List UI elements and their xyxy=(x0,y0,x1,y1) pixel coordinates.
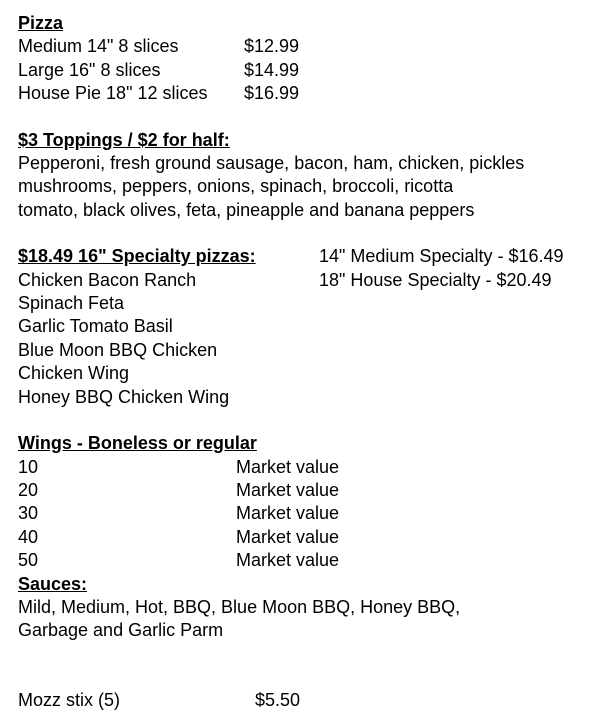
pizza-size: Medium 14" 8 slices xyxy=(18,36,179,57)
specialty-pizza: Honey BBQ Chicken Wing xyxy=(18,386,230,407)
specialty-pizza: Garlic Tomato Basil xyxy=(18,316,173,337)
side-price: $5.50 xyxy=(255,689,301,710)
wing-price: Market value xyxy=(236,526,340,547)
specialty-size-price: 14" Medium Specialty - $16.49 xyxy=(319,246,564,267)
specialty-list xyxy=(18,245,319,409)
side-row xyxy=(18,689,588,712)
specialty-section xyxy=(18,245,588,409)
specialty-pizza: Spinach Feta xyxy=(18,293,125,314)
pizza-row xyxy=(18,35,588,58)
sides-section xyxy=(18,689,588,712)
toppings-line: Pepperoni, fresh ground sausage, bacon, ham, chicken, pickles xyxy=(18,153,525,174)
wing-price: Market value xyxy=(236,503,340,524)
wings-row xyxy=(18,549,588,572)
sauces-line: Garbage and Garlic Parm xyxy=(18,620,224,641)
toppings-line: tomato, black olives, feta, pineapple and banana peppers xyxy=(18,199,475,220)
wing-price: Market value xyxy=(236,479,340,500)
pizza-price: $16.99 xyxy=(244,83,300,104)
pizza-section xyxy=(18,12,588,106)
pizza-row xyxy=(18,82,588,105)
pizza-price: $14.99 xyxy=(244,59,300,80)
toppings-line: mushrooms, peppers, onions, spinach, broccoli, ricotta xyxy=(18,176,454,197)
toppings-section xyxy=(18,129,588,223)
menu-page xyxy=(18,12,588,712)
wing-count: 20 xyxy=(18,479,39,500)
pizza-heading: Pizza xyxy=(18,13,64,33)
specialty-pizza: Chicken Wing xyxy=(18,363,130,384)
pizza-size: House Pie 18" 12 slices xyxy=(18,83,208,104)
wings-row xyxy=(18,502,588,525)
wings-section xyxy=(18,432,588,572)
wing-count: 10 xyxy=(18,456,39,477)
toppings-heading: $3 Toppings / $2 for half: xyxy=(18,129,230,150)
pizza-size: Large 16" 8 slices xyxy=(18,59,161,80)
specialty-size-price: 18" House Specialty - $20.49 xyxy=(319,269,552,290)
wings-row xyxy=(18,456,588,479)
sauces-line: Mild, Medium, Hot, BBQ, Blue Moon BBQ, Honey BBQ, xyxy=(18,596,461,617)
wings-heading: Wings - Boneless or regular xyxy=(18,433,257,454)
side-name: Mozz stix (5) xyxy=(18,689,121,710)
sauces-heading: Sauces: xyxy=(18,573,88,594)
specialty-heading: $18.49 16" Specialty pizzas: xyxy=(18,246,256,267)
wing-count: 40 xyxy=(18,526,39,547)
specialty-pizza: Chicken Bacon Ranch xyxy=(18,269,197,290)
wing-count: 30 xyxy=(18,503,39,524)
wings-row xyxy=(18,479,588,502)
sauces-section xyxy=(18,573,588,643)
wing-price: Market value xyxy=(236,456,340,477)
wing-count: 50 xyxy=(18,550,39,571)
pizza-row xyxy=(18,59,588,82)
wings-row xyxy=(18,526,588,549)
specialty-sizes xyxy=(319,245,564,409)
pizza-price: $12.99 xyxy=(244,36,300,57)
specialty-pizza: Blue Moon BBQ Chicken xyxy=(18,339,218,360)
wing-price: Market value xyxy=(236,550,340,571)
